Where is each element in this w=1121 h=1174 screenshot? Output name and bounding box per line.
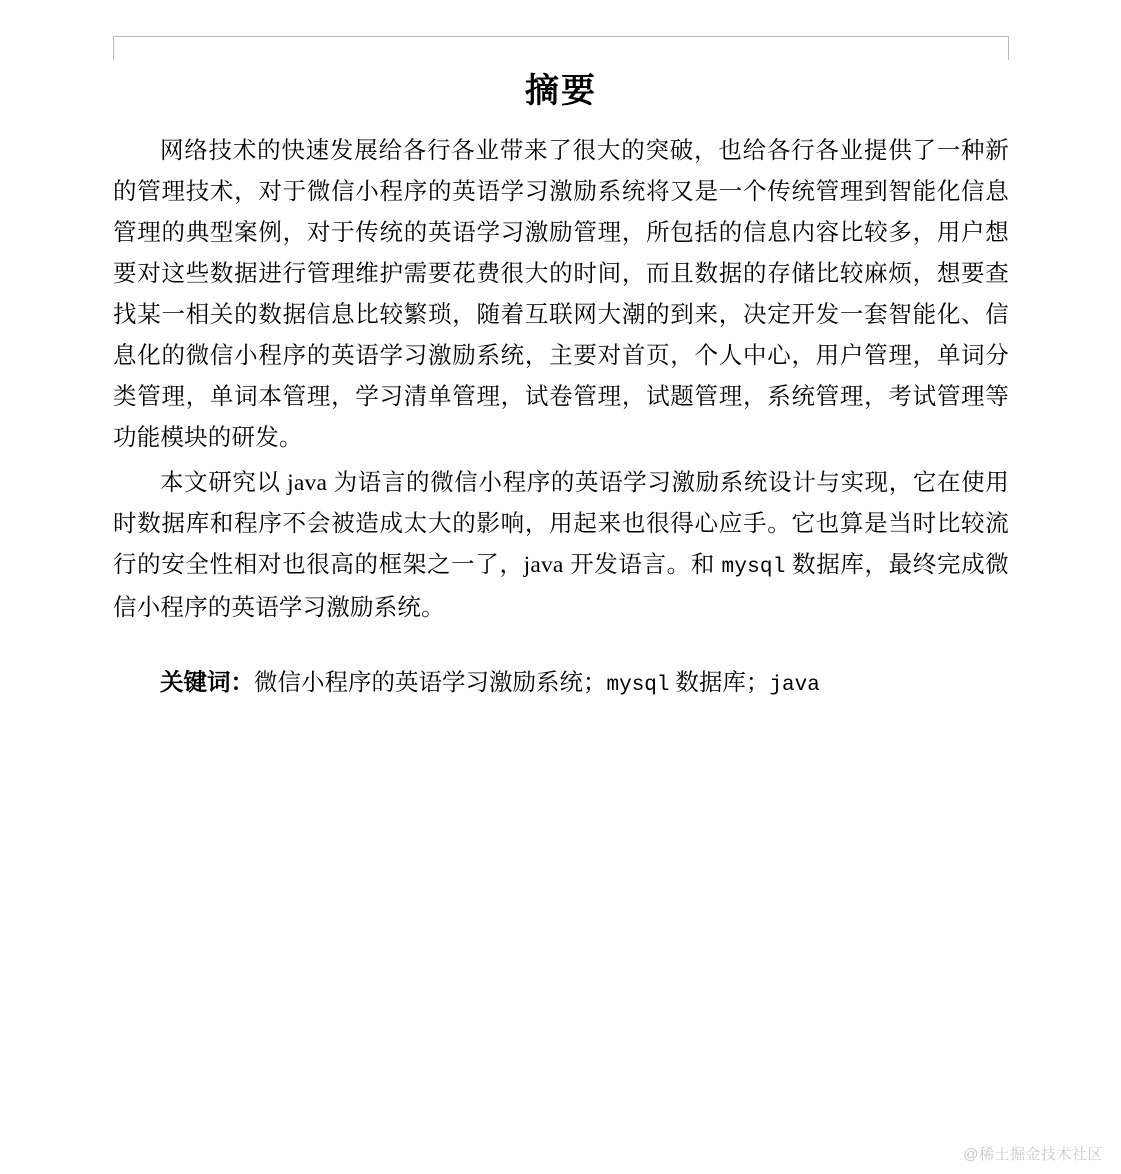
abstract-paragraph-2 [113, 463, 1009, 629]
keywords-line [113, 663, 1009, 706]
keywords-part2: 数据库； [669, 669, 770, 696]
left-margin-mark [113, 36, 114, 60]
keywords-mono-java: java [769, 673, 820, 697]
keywords-label: 关键词： [160, 669, 254, 696]
paragraph2-mono-mysql: mysql [721, 555, 786, 579]
paragraph2-part2: 数据库，最终完成微信小程序的英语学习激励系统。 [113, 551, 1009, 621]
document-body [113, 62, 1009, 729]
keywords-mono-mysql: mysql [606, 673, 670, 697]
right-margin-mark [1008, 36, 1009, 60]
abstract-paragraph-1: 网络技术的快速发展给各行各业带来了很大的突破，也给各行各业提供了一种新的管理技术，对于微信小程序的英语学习激励系统将又是一个传统管理到智能化信息管理的典型案例，对于传统的英语学习激励管理，所包括的信息内容比较多，用户想要对这些数据进行管理维护需要花费很大的时间，而且数据的存储比较麻烦，想要查找某一相关的数据信息比较繁琐，随着互联网大潮的到来，决定开发一套智能化、信息化的微信小程序的英语学习激励系统，主要对首页，个人中心，用户管理，单词分类管理，单词本管理，学习清单管理，试卷管理，试题管理，系统管理，考试管理等功能模块的研发。 [113, 137, 1009, 451]
watermark: @稀土掘金技术社区 [963, 1146, 1103, 1163]
page-title: 摘要 [525, 73, 597, 110]
header-rule [113, 36, 1009, 37]
keywords-part1: 微信小程序的英语学习激励系统； [254, 669, 607, 696]
paragraph2-part1: 本文研究以 java 为语言的微信小程序的英语学习激励系统设计与实现，它在使用时数据库和程序不会被造成太大的影响，用起来也很得心应手。它也算是当时比较流行的安全性相对也很高的框架之一了，java 开发语言。和 [113, 469, 1009, 578]
